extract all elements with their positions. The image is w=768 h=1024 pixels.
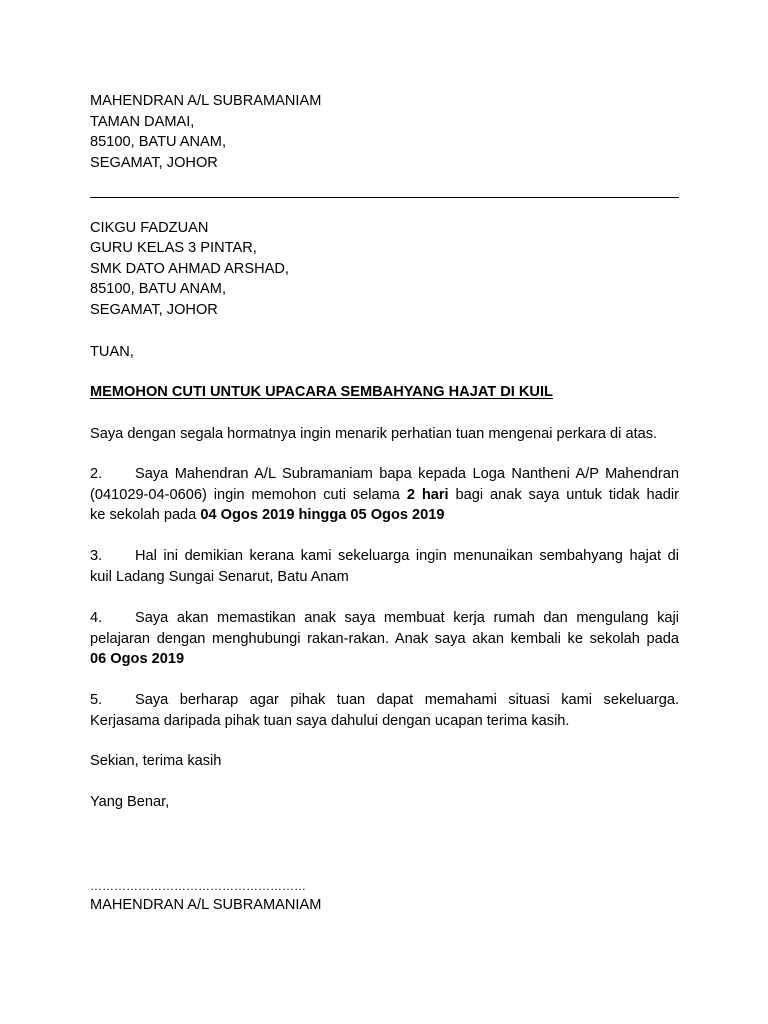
signature-name: MAHENDRAN A/L SUBRAMANIAM <box>90 897 322 913</box>
recipient-address-line: GURU KELAS 3 PINTAR, <box>90 240 257 256</box>
paragraph-1: Saya dengan segala hormatnya ingin menarik perhatian tuan mengenai perkara di atas. <box>90 426 658 442</box>
paragraph-text: Hal ini demikian kerana kami sekeluarga ingin menunaikan sembahyang hajat di <box>135 548 679 564</box>
sender-address-line: SEGAMAT, JOHOR <box>90 155 218 171</box>
paragraph-line <box>90 464 679 485</box>
sign-off: Yang Benar, <box>90 794 170 810</box>
letter-subject: MEMOHON CUTI UNTUK UPACARA SEMBAHYANG HAJAT DI KUIL <box>90 384 553 400</box>
paragraph-2 <box>90 464 679 526</box>
paragraph-number: 4. <box>90 610 103 626</box>
paragraph-3 <box>90 546 679 587</box>
recipient-address-line: 85100, BATU ANAM, <box>90 281 226 297</box>
paragraph-line: kuil Ladang Sungai Senarut, Batu Anam <box>90 568 349 585</box>
recipient-name: CIKGU FADZUAN <box>90 220 209 236</box>
sender-address-line: TAMAN DAMAI, <box>90 114 195 130</box>
paragraph-text: Saya berharap agar pihak tuan dapat memahami situasi kami sekeluarga. <box>135 692 679 708</box>
sender-address-line: 85100, BATU ANAM, <box>90 134 226 150</box>
paragraph-text: Saya akan memastikan anak saya membuat kerja rumah dan mengulang kaji <box>135 610 679 626</box>
return-date: 06 Ogos 2019 <box>90 651 185 667</box>
paragraph-number: 3. <box>90 548 103 564</box>
recipient-address-line: SEGAMAT, JOHOR <box>90 302 218 318</box>
sender-name: MAHENDRAN A/L SUBRAMANIAM <box>90 93 322 109</box>
paragraph-number: 5. <box>90 692 103 708</box>
paragraph-line: Kerjasama daripada pihak tuan saya dahului dengan ucapan terima kasih. <box>90 712 570 729</box>
leave-duration: 2 hari <box>406 486 449 503</box>
header-divider <box>90 197 679 198</box>
paragraph-line <box>90 608 679 629</box>
signature-line: ……………………………………………… <box>90 879 306 893</box>
paragraph-line <box>90 546 679 567</box>
paragraph-text: (041029-04-0606) ingin memohon cuti selama <box>90 486 407 503</box>
leave-dates: 04 Ogos 2019 hingga 05 Ogos 2019 <box>200 507 445 523</box>
paragraph-text: bagi anak saya untuk tidak hadir <box>448 486 680 503</box>
paragraph-line <box>90 690 679 711</box>
paragraph-line <box>90 485 679 506</box>
paragraph-text: Saya Mahendran A/L Subramaniam bapa kepada Loga Nantheni A/P Mahendran <box>135 466 679 482</box>
recipient-address-line: SMK DATO AHMAD ARSHAD, <box>90 261 289 277</box>
paragraph-line <box>90 505 679 526</box>
paragraph-4 <box>90 608 679 670</box>
paragraph-number: 2. <box>90 466 103 482</box>
paragraph-text: ke sekolah pada <box>90 507 201 523</box>
paragraph-line <box>90 649 679 670</box>
paragraph-5 <box>90 690 679 731</box>
paragraph-line: pelajaran dengan menghubungi rakan-rakan. Anak saya akan kembali ke sekolah pada <box>90 630 679 647</box>
closing-text: Sekian, terima kasih <box>90 753 222 769</box>
salutation: TUAN, <box>90 344 134 360</box>
